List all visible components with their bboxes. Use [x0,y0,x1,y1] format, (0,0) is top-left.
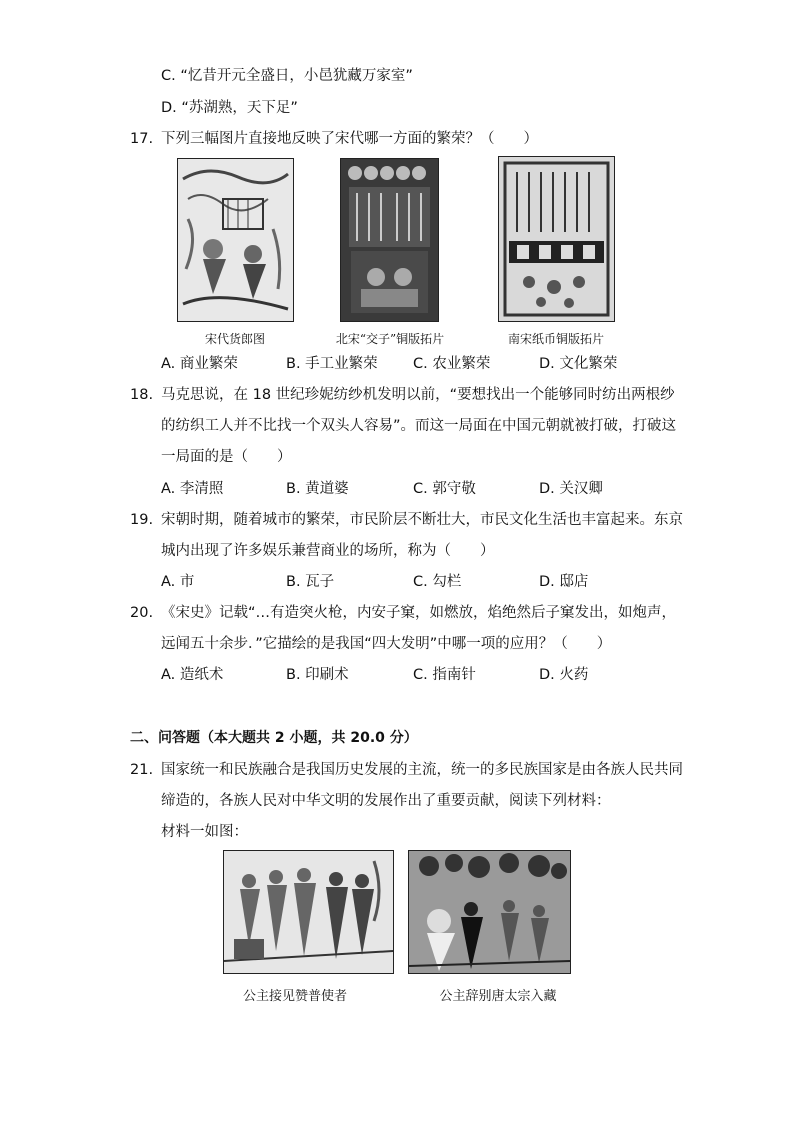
q17-image-jiaozi [340,158,439,322]
jiaozi-rubbing-icon [341,159,438,321]
q17-number: 17. [130,131,154,147]
princess-receiving-envoy-icon [224,851,393,973]
q20-line-2: 远闻五十余步．”它描绘的是我国“四大发明”中哪一项的应用？（ ） [161,636,612,652]
q17-option-d[interactable]: D. 文化繁荣 [539,356,618,372]
q21-material-label: 材料一如图： [161,824,248,840]
q17-option-b[interactable]: B. 手工业繁荣 [286,356,378,372]
q18-option-a[interactable]: A. 李清照 [161,481,224,497]
q19-number: 19. [130,512,154,528]
q18-option-d[interactable]: D. 关汉卿 [539,481,603,497]
q19-option-c[interactable]: C. 勾栏 [413,574,462,590]
section-heading: 二、问答题（本大题共 2 小题，共 20.0 分） [130,730,418,746]
q20-line-1: 《宋史》记载“…有造突火枪，内安子窠，如燃放，焰绝然后子窠发出，如炮声， [161,605,677,621]
q18-options [0,479,794,499]
q19-options [0,572,794,592]
q21-caption-1: 公主接见赞普使者 [242,989,347,1004]
q17-stem: 下列三幅图片直接地反映了宋代哪一方面的繁荣？（ ） [161,131,538,147]
q19-option-d[interactable]: D. 邸店 [539,574,589,590]
paper-money-rubbing-icon [499,157,614,321]
q18-number: 18. [130,387,154,403]
q18-line-3: 一局面的是（ ） [161,449,292,465]
peddler-painting-icon [178,159,293,321]
q20-option-c[interactable]: C. 指南针 [413,667,476,683]
q21-image-farewell [408,850,571,974]
q19-option-b[interactable]: B. 瓦子 [286,574,335,590]
q16-option-d: D. “苏湖熟，天下足” [161,100,298,116]
q17-option-c[interactable]: C. 农业繁荣 [413,356,491,372]
q18-line-2: 的纺织工人并不比找一个双头人容易”。而这一局面在中国元朝就被打破，打破这 [161,418,677,434]
q21-line-1: 国家统一和民族融合是我国历史发展的主流，统一的多民族国家是由各族人民共同 [161,762,683,778]
q19-option-a[interactable]: A. 市 [161,574,195,590]
q20-option-a[interactable]: A. 造纸术 [161,667,224,683]
q20-option-b[interactable]: B. 印刷术 [286,667,349,683]
q21-image-envoy [223,850,394,974]
q19-line-2: 城内出现了许多娱乐兼营商业的场所，称为（ ） [161,543,495,559]
q18-option-c[interactable]: C. 郭守敬 [413,481,476,497]
princess-farewell-icon [409,851,570,973]
q21-number: 21. [130,762,154,778]
q17-options [0,354,794,374]
q18-option-b[interactable]: B. 黄道婆 [286,481,349,497]
q21-caption-2: 公主辞别唐太宗入藏 [439,989,557,1004]
q17-option-a[interactable]: A. 商业繁荣 [161,356,238,372]
q17-image-peddler [177,158,294,322]
q20-option-d[interactable]: D. 火药 [539,667,589,683]
q21-line-2: 缔造的，各族人民对中华文明的发展作出了重要贡献，阅读下列材料： [161,793,611,809]
q17-image-paper-money [498,156,615,322]
q17-caption-1: 宋代货郎图 [204,332,265,346]
q18-line-1: 马克思说，在 18 世纪珍妮纺纱机发明以前，“要想找出一个能够同时纺出两根纱 [161,387,675,403]
q20-number: 20. [130,605,154,621]
q20-options [0,665,794,685]
q16-option-c: C. “忆昔开元全盛日，小邑犹藏万家室” [161,68,413,84]
q17-caption-3: 南宋纸币铜版拓片 [507,332,604,346]
q19-line-1: 宋朝时期，随着城市的繁荣，市民阶层不断壮大，市民文化生活也丰富起来。东京 [161,512,683,528]
q17-caption-2: 北宋“交子”铜版拓片 [335,332,445,346]
